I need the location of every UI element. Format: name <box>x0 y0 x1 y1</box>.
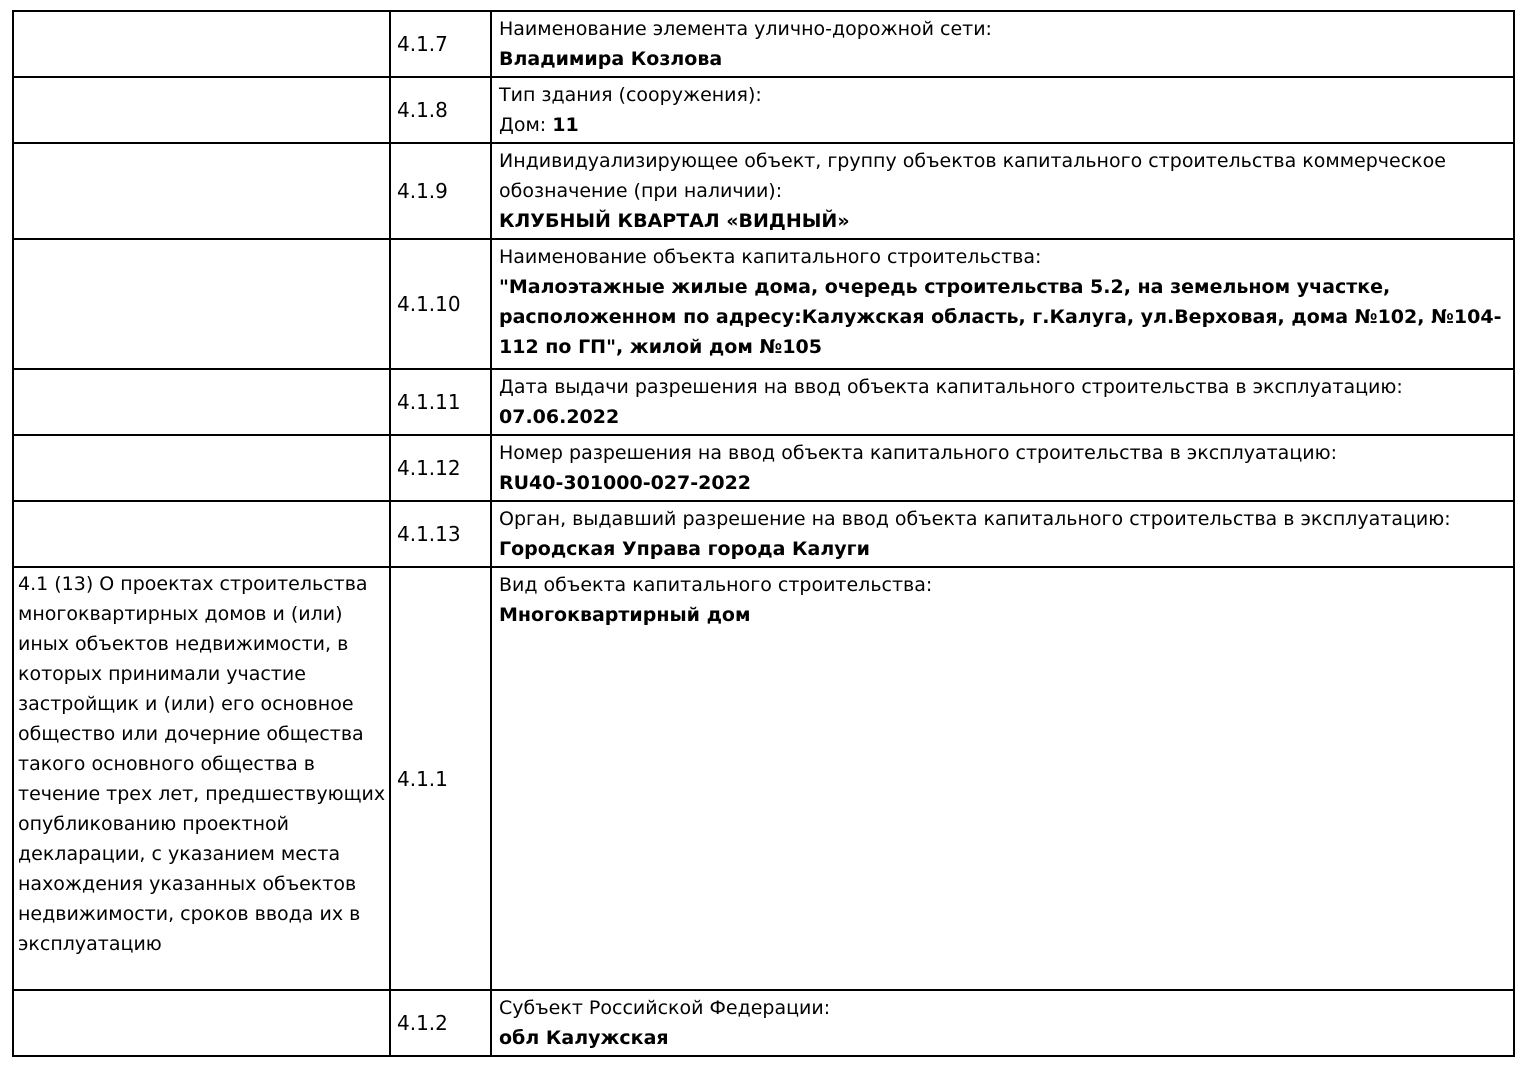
section-description-cell <box>13 369 390 435</box>
field-cell <box>491 501 1514 567</box>
section-description-cell <box>13 77 390 143</box>
table-row <box>13 143 1514 239</box>
value-prefix: Дом: <box>499 114 553 136</box>
table-row <box>13 369 1514 435</box>
section-description-cell: 4.1 (13) О проектах строительства многоквартирных домов и (или) иных объектов недвижимости, в которых принимали участие застройщик и (или) его основное общество или дочерние общества такого основного общества в течение трех лет, предшествующих опубликованию проектной декларации, с указанием места нахождения указанных объектов недвижимости, сроков ввода их в эксплуатацию <box>13 567 390 990</box>
field-cell <box>491 143 1514 239</box>
table-row <box>13 11 1514 77</box>
item-code: 4.1.2 <box>390 990 491 1056</box>
item-code: 4.1.11 <box>390 369 491 435</box>
field-cell <box>491 239 1514 369</box>
value-text: "Малоэтажные жилые дома, очередь строительства 5.2, на земельном участке, расположенном по адресу:Калужская область, г.Калуга, ул.Верховая, дома №102, №104-112 по ГП", жилой дом №105 <box>499 276 1502 358</box>
field-value <box>499 534 1505 564</box>
item-code: 4.1.8 <box>390 77 491 143</box>
field-value <box>499 110 1505 140</box>
value-text: Городская Управа города Калуги <box>499 538 870 560</box>
table-row <box>13 567 1514 990</box>
field-value <box>499 600 1505 630</box>
section-description-cell <box>13 11 390 77</box>
field-label: Индивидуализирующее объект, группу объектов капитального строительства коммерческое обозначение (при наличии): <box>499 150 1446 202</box>
item-code: 4.1.1 <box>390 567 491 990</box>
field-value <box>499 206 1505 236</box>
value-text: RU40-301000-027-2022 <box>499 472 752 494</box>
field-label: Вид объекта капитального строительства: <box>499 574 933 596</box>
section-description-cell <box>13 143 390 239</box>
declaration-table <box>12 10 1515 1057</box>
field-cell <box>491 567 1514 990</box>
item-code: 4.1.13 <box>390 501 491 567</box>
table-row <box>13 77 1514 143</box>
field-cell <box>491 77 1514 143</box>
value-text: КЛУБНЫЙ КВАРТАЛ «ВИДНЫЙ» <box>499 210 850 232</box>
field-value <box>499 1023 1505 1053</box>
section-description-cell <box>13 435 390 501</box>
value-text: 07.06.2022 <box>499 406 620 428</box>
item-code: 4.1.7 <box>390 11 491 77</box>
table-row <box>13 501 1514 567</box>
value-text: Владимира Козлова <box>499 48 723 70</box>
field-cell <box>491 369 1514 435</box>
field-cell <box>491 435 1514 501</box>
item-code: 4.1.9 <box>390 143 491 239</box>
table-row <box>13 239 1514 369</box>
field-label: Орган, выдавший разрешение на ввод объекта капитального строительства в эксплуатацию: <box>499 508 1451 530</box>
field-label: Тип здания (сооружения): <box>499 84 762 106</box>
field-value <box>499 44 1505 74</box>
field-cell <box>491 990 1514 1056</box>
value-text: 11 <box>552 114 579 136</box>
value-text: Многоквартирный дом <box>499 604 751 626</box>
field-value <box>499 468 1505 498</box>
field-label: Номер разрешения на ввод объекта капитального строительства в эксплуатацию: <box>499 442 1337 464</box>
field-value <box>499 272 1505 362</box>
field-label: Наименование элемента улично-дорожной сети: <box>499 18 992 40</box>
table-row <box>13 990 1514 1056</box>
section-description-cell <box>13 239 390 369</box>
field-label: Субъект Российской Федерации: <box>499 997 831 1019</box>
table-row <box>13 435 1514 501</box>
field-value <box>499 402 1505 432</box>
section-description-cell <box>13 501 390 567</box>
value-text: обл Калужская <box>499 1027 669 1049</box>
field-cell <box>491 11 1514 77</box>
item-code: 4.1.10 <box>390 239 491 369</box>
section-description-cell <box>13 990 390 1056</box>
field-label: Дата выдачи разрешения на ввод объекта капитального строительства в эксплуатацию: <box>499 376 1403 398</box>
field-label: Наименование объекта капитального строительства: <box>499 246 1042 268</box>
item-code: 4.1.12 <box>390 435 491 501</box>
